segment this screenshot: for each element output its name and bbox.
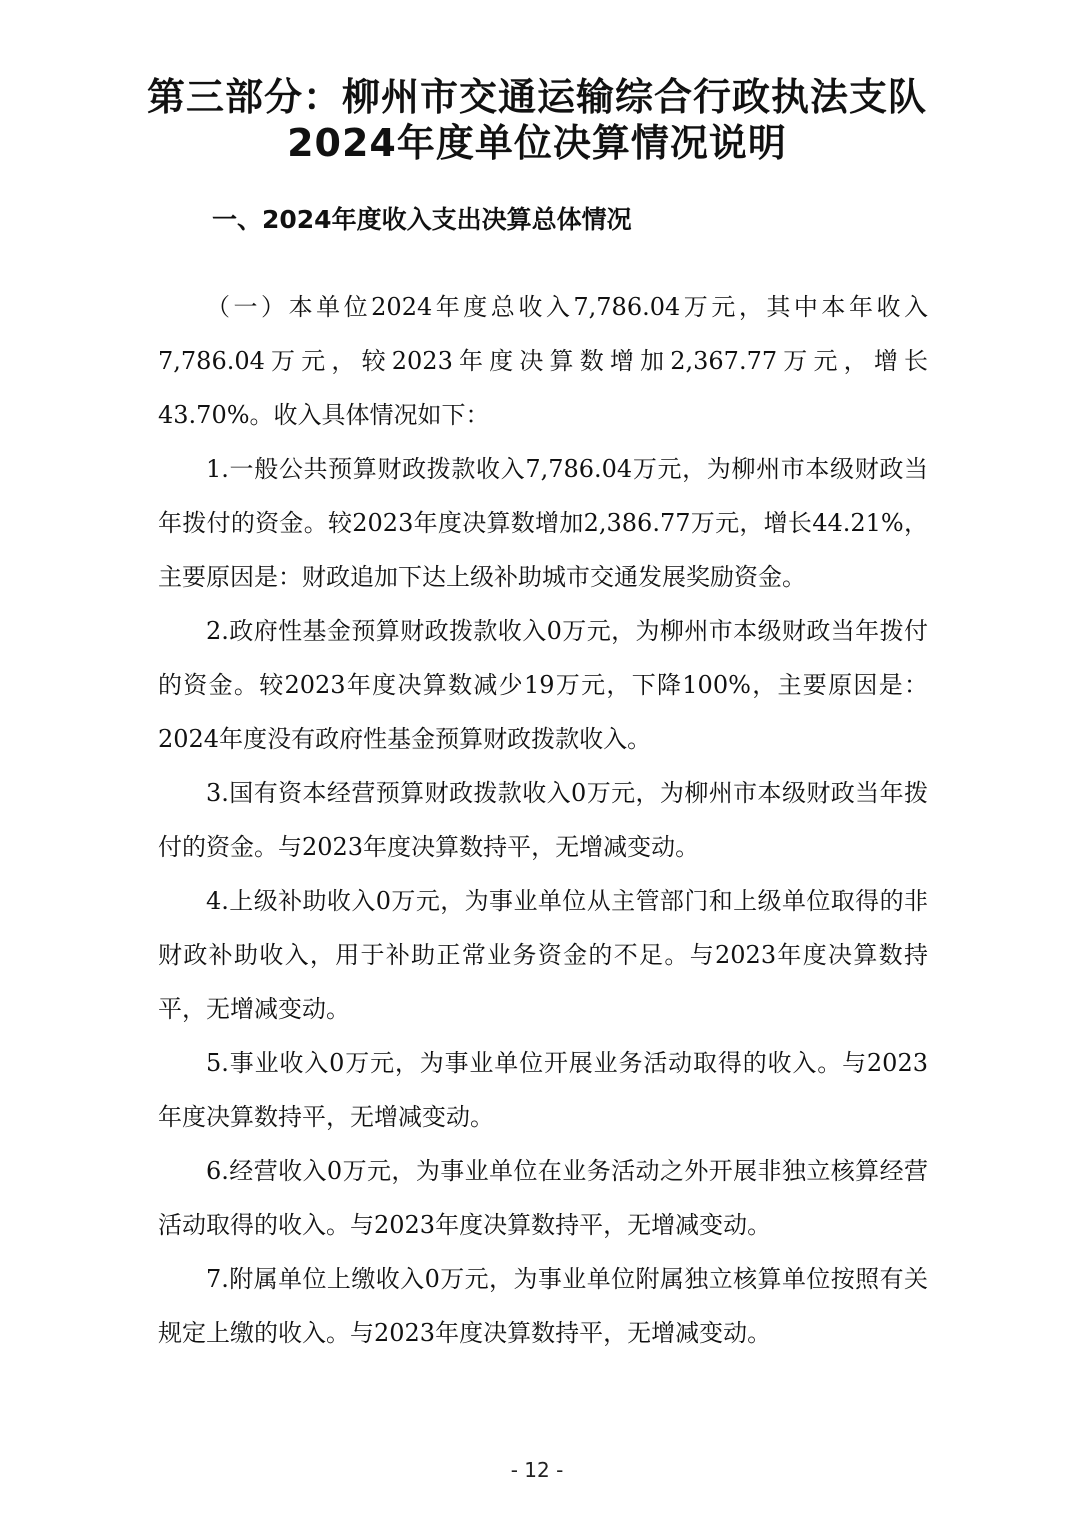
document-title: 第三部分：柳州市交通运输综合行政执法支队2024年度单位决算情况说明 — [146, 75, 927, 165]
paragraph-operating-income: 6.经营收入0万元，为事业单位在业务活动之外开展非独立核算经营活动取得的收入。与2023年度决算数持平，无增减变动。 — [158, 1157, 928, 1239]
paragraph-general-budget: 1.一般公共预算财政拨款收入7,786.04万元，为柳州市本级财政当年拨付的资金。较2023年度决算数增加2,386.77万元，增长44.21%，主要原因是：财政追加下达上级补助城市交通发展奖励资金。 — [158, 455, 928, 591]
paragraph-business-income: 5.事业收入0万元，为事业单位开展业务活动取得的收入。与2023年度决算数持平，无增减变动。 — [158, 1049, 928, 1131]
section-heading: 一、2024年度收入支出决算总体情况 — [212, 205, 632, 234]
paragraph-government-fund: 2.政府性基金预算财政拨款收入0万元，为柳州市本级财政当年拨付的资金。较2023年度决算数减少19万元，下降100%，主要原因是：2024年度没有政府性基金预算财政拨款收入。 — [158, 617, 928, 753]
paragraph-superior-subsidy: 4.上级补助收入0万元，为事业单位从主管部门和上级单位取得的非财政补助收入，用于补助正常业务资金的不足。与2023年度决算数持平，无增减变动。 — [158, 887, 928, 1023]
paragraph-affiliated-income: 7.附属单位上缴收入0万元，为事业单位附属独立核算单位按照有关规定上缴的收入。与2023年度决算数持平，无增减变动。 — [158, 1265, 928, 1347]
page-number: - 12 - — [510, 1458, 564, 1482]
paragraph-state-capital: 3.国有资本经营预算财政拨款收入0万元，为柳州市本级财政当年拨付的资金。与2023年度决算数持平，无增减变动。 — [158, 779, 928, 861]
paragraph-total-income: （一）本单位2024年度总收入7,786.04万元，其中本年收入7,786.04万元，较2023年度决算数增加2,367.77万元，增长43.70%。收入具体情况如下： — [158, 293, 928, 429]
document-body — [158, 280, 928, 1360]
